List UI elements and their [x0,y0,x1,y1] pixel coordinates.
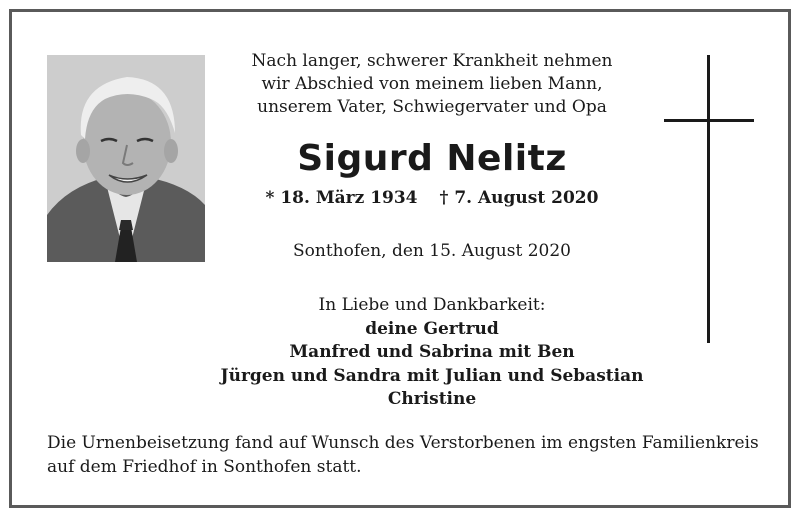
mourner-line: deine Gertrud [365,318,499,339]
place-date: Sonthofen, den 15. August 2020 [293,241,571,261]
mourner-line: Jürgen und Sandra mit Julian und Sebastian [220,365,644,386]
footer-line: Die Urnenbeisetzung fand auf Wunsch des Verstorbenen im engsten Familienkreis [47,433,759,453]
life-dates [232,187,632,209]
intro-line: unserem Vater, Schwiegervater und Opa [257,97,607,117]
cross-horizontal-bar [664,119,754,122]
intro-text [232,50,632,119]
cross-vertical-bar [707,55,710,343]
footer-line: auf dem Friedhof in Sonthofen statt. [47,457,362,477]
intro-line: Nach langer, schwerer Krankheit nehmen [251,51,613,71]
cross-icon [664,55,754,343]
footer-text [47,431,767,479]
mourner-line: Manfred und Sabrina mit Ben [289,342,575,362]
death-date: † 7. August 2020 [439,188,599,208]
mourners-block [212,294,652,412]
portrait-icon [47,55,205,262]
mourner-line: Christine [387,389,477,409]
birth-date: * 18. März 1934 [265,188,418,208]
deceased-name: Sigurd Nelitz [297,138,567,179]
intro-line: wir Abschied von meinem lieben Mann, [261,74,603,94]
dedication: In Liebe und Dankbarkeit: [318,295,546,315]
portrait-photo [47,55,205,262]
